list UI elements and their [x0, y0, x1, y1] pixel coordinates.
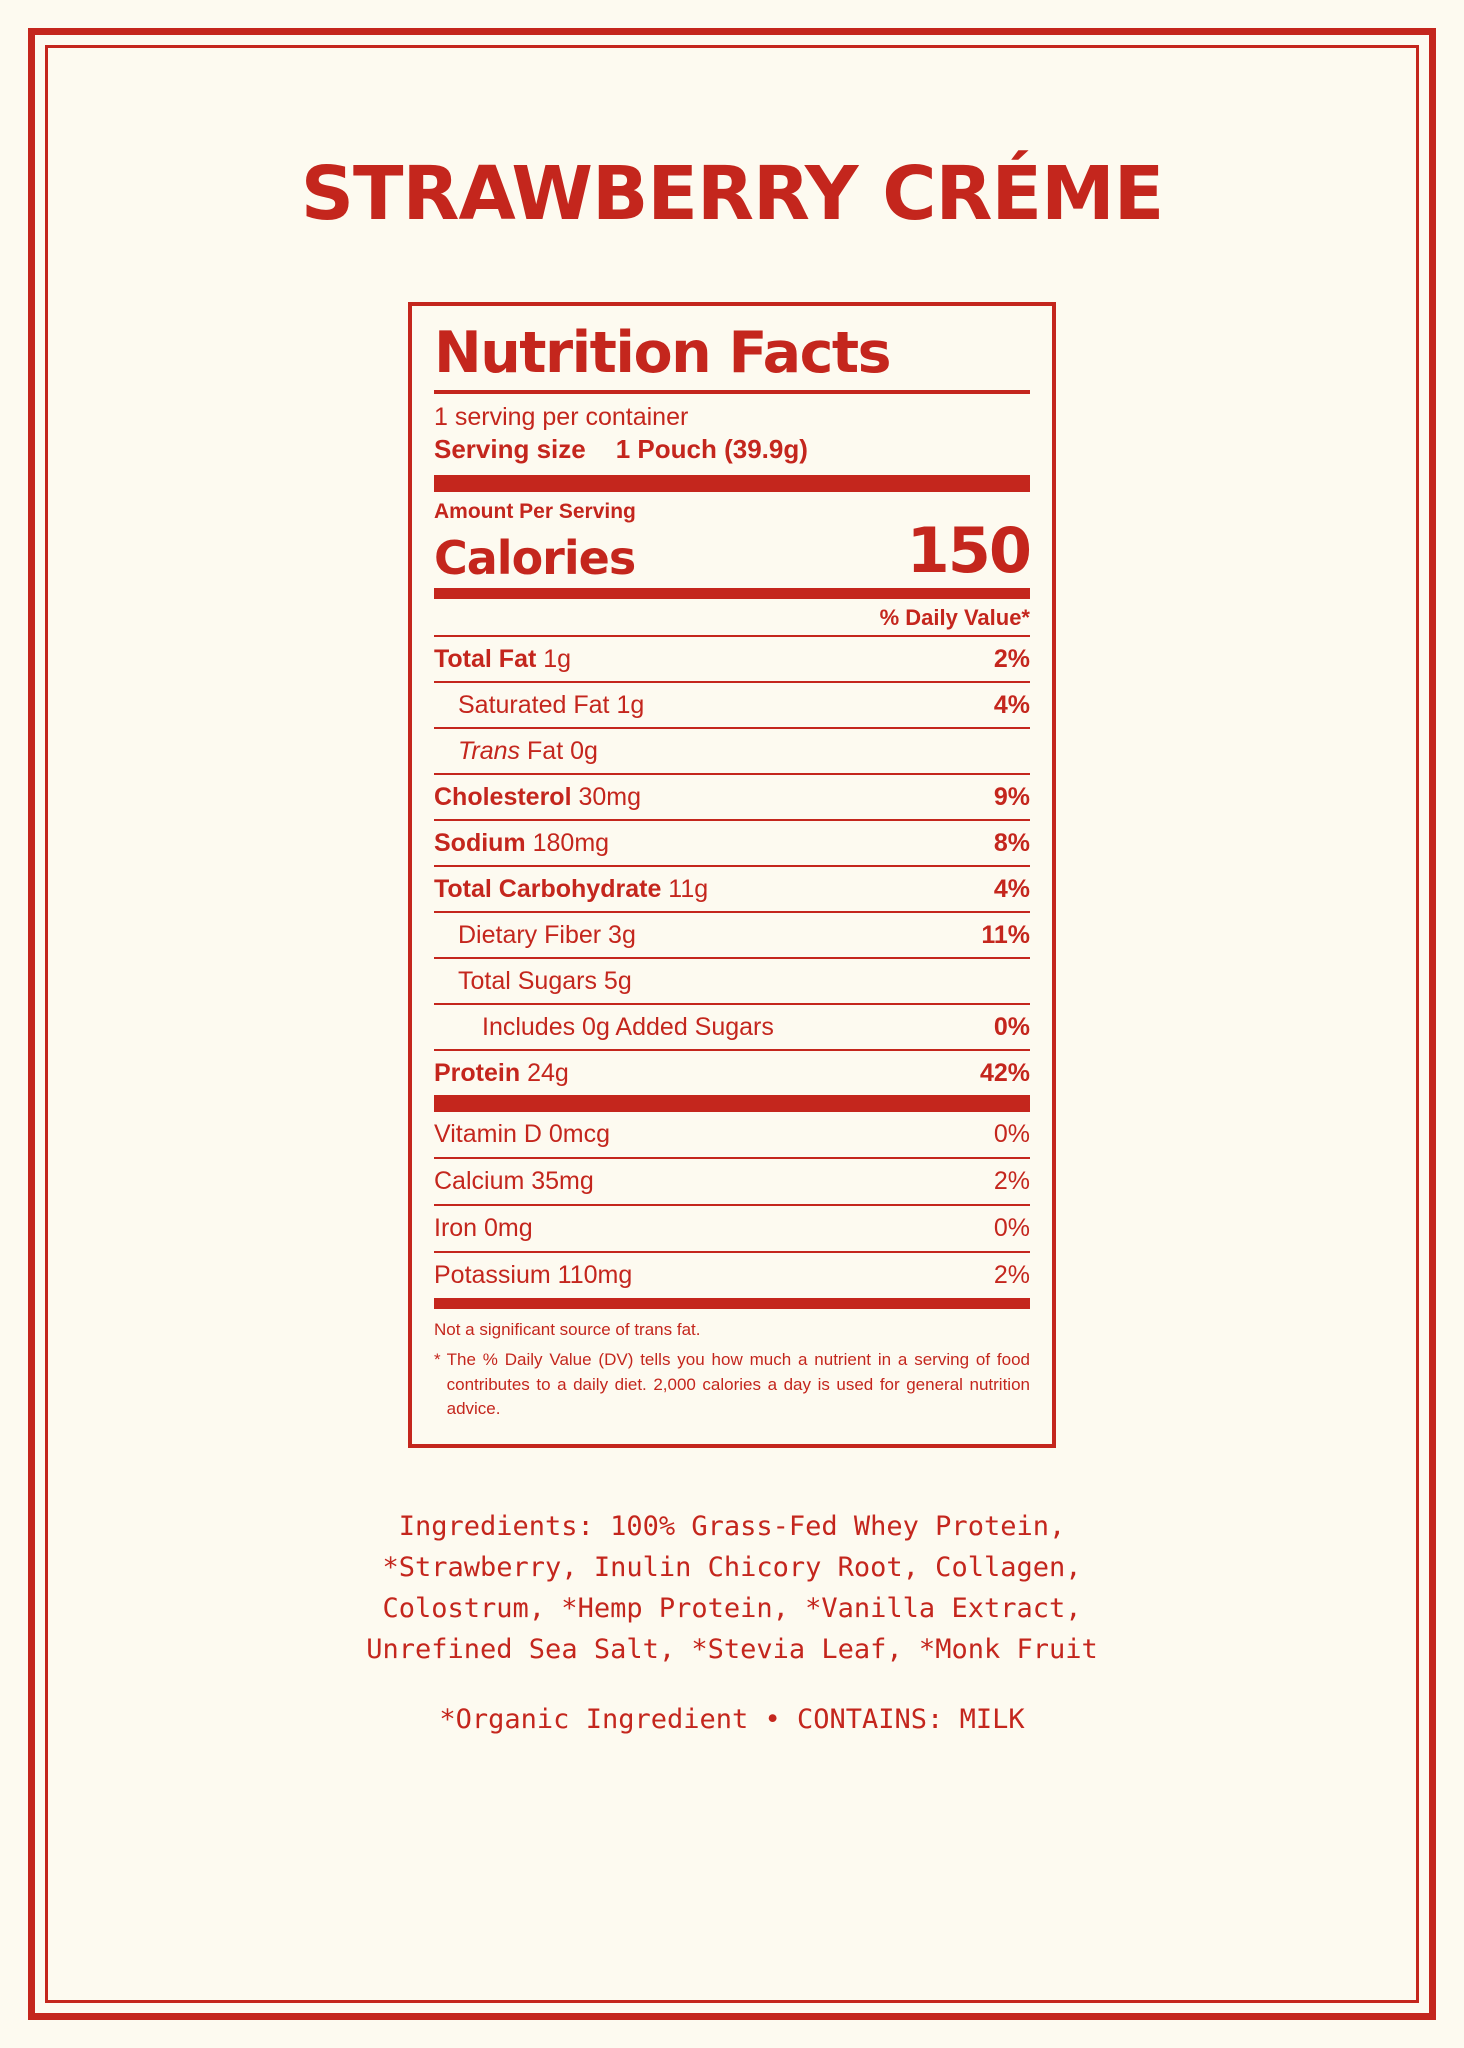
- divider-thick-top: [434, 475, 1030, 492]
- nutrient-dv: 4%: [993, 874, 1030, 903]
- table-row: [434, 1005, 1030, 1049]
- ingredients-list: [282, 1506, 1182, 1670]
- table-row: [434, 1253, 1030, 1298]
- micronutrient-name: Calcium 35mg: [434, 1166, 594, 1195]
- label-content: [28, 28, 1436, 1735]
- footnote-text: The % Daily Value (DV) tells you how much a nutrient in a serving of food contributes to a daily diet. 2,000 calories a day is used for general nutrition advice.: [446, 1349, 1030, 1419]
- nutrient-name: Protein 24g: [434, 1058, 569, 1087]
- table-row: [434, 1206, 1030, 1251]
- page-title: STRAWBERRY CRÉME: [300, 151, 1164, 237]
- micronutrient-dv: 0%: [993, 1119, 1030, 1148]
- divider-title: [434, 390, 1030, 394]
- micronutrient-dv: 0%: [993, 1213, 1030, 1242]
- table-row: [434, 1159, 1030, 1204]
- nutrient-name: Dietary Fiber 3g: [458, 920, 636, 949]
- table-row: [434, 637, 1030, 681]
- nutrient-dv: 42%: [979, 1058, 1030, 1087]
- nutrient-dv: 2%: [993, 644, 1030, 673]
- nutrient-name: Saturated Fat 1g: [458, 690, 645, 719]
- table-row: [434, 775, 1030, 819]
- table-row: [434, 1112, 1030, 1157]
- nutrient-name: Trans Fat 0g: [458, 736, 598, 765]
- organic-allergen-note: *Organic Ingredient • CONTAINS: MILK: [439, 1703, 1025, 1735]
- daily-value-footnote: [434, 1344, 1030, 1422]
- table-row: [434, 913, 1030, 957]
- ingredients-line: Colostrum, *Hemp Protein, *Vanilla Extract,: [382, 1592, 1082, 1624]
- table-row: [434, 1051, 1030, 1095]
- servings-per-container: 1 serving per container: [434, 402, 689, 431]
- micronutrient-name: Vitamin D 0mcg: [434, 1119, 610, 1148]
- nutrient-name: Includes 0g Added Sugars: [482, 1012, 774, 1041]
- nutrient-name: Cholesterol 30mg: [434, 782, 642, 811]
- nutrition-facts-panel: [408, 302, 1056, 1448]
- divider-before-footnote: [434, 1298, 1030, 1309]
- calories-row: [434, 513, 1030, 587]
- table-row: [434, 821, 1030, 865]
- serving-size-value: 1 Pouch (39.9g): [615, 433, 808, 464]
- micronutrient-dv: 2%: [993, 1166, 1030, 1195]
- ingredients-line: Unrefined Sea Salt, *Stevia Leaf, *Monk Fruit: [366, 1633, 1098, 1665]
- nutrient-dv: 8%: [993, 828, 1030, 857]
- table-row: [434, 867, 1030, 911]
- table-row: [434, 729, 1030, 773]
- divider-after-calories: [434, 588, 1030, 599]
- micronutrient-rows: [434, 1112, 1030, 1298]
- trans-fat-note: Not a significant source of trans fat.: [434, 1319, 701, 1339]
- table-row: [434, 959, 1030, 1003]
- calories-label: Calories: [434, 530, 636, 585]
- calories-value: 150: [906, 513, 1030, 587]
- daily-value-header: % Daily Value*: [879, 604, 1030, 630]
- micronutrient-dv: 2%: [993, 1260, 1030, 1289]
- nutrient-dv: 9%: [993, 782, 1030, 811]
- table-row: [434, 683, 1030, 727]
- nutrient-rows: [434, 637, 1030, 1095]
- footnote-asterisk: *: [434, 1349, 441, 1369]
- micronutrient-name: Potassium 110mg: [434, 1260, 633, 1289]
- nutrient-dv: 0%: [993, 1012, 1030, 1041]
- amount-per-serving-label: Amount Per Serving: [434, 499, 636, 523]
- serving-size-label: Serving size: [434, 433, 586, 464]
- nutrient-name: Total Fat 1g: [434, 644, 572, 673]
- nutrient-dv: 4%: [993, 690, 1030, 719]
- divider-thick-micros: [434, 1095, 1030, 1112]
- ingredients-line: *Strawberry, Inulin Chicory Root, Collagen,: [382, 1551, 1082, 1583]
- serving-size-row: [434, 434, 1030, 465]
- nutrient-dv: 11%: [981, 920, 1030, 949]
- nutrition-facts-title: Nutrition Facts: [434, 319, 891, 386]
- ingredients-line: Ingredients: 100% Grass-Fed Whey Protein,: [398, 1510, 1066, 1542]
- nutrient-name: Total Sugars 5g: [458, 966, 632, 995]
- nutrient-name: Sodium 180mg: [434, 828, 610, 857]
- micronutrient-name: Iron 0mg: [434, 1213, 533, 1242]
- nutrient-name: Total Carbohydrate 11g: [434, 874, 709, 903]
